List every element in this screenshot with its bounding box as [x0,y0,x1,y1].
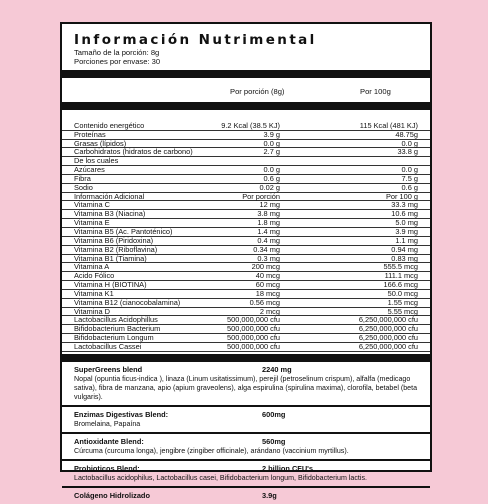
per-serving-value: 500,000,000 cfu [226,333,280,343]
per-serving-value: 12 mg [259,200,280,210]
nutrient-name: Vitamina B6 (Piridoxina) [74,235,154,245]
col-per-100g: Por 100g [360,87,391,96]
col-per-serving: Por porción (8g) [230,87,285,96]
nutrient-name: Proteínas [74,129,106,139]
nutrient-name: Carbohidratos (hidratos de carbono) [74,147,193,157]
nutrient-name: Vitamina B5 (Ac. Pantoténico) [74,226,173,236]
nutrient-name: Contenido energético [74,120,145,130]
per-serving-value: 18 mcg [255,288,280,298]
per-serving-value: 40 mcg [255,271,280,281]
per-serving-value: 200 mcg [251,262,280,272]
nutrient-table [62,110,430,352]
blend-amount: 560mg [262,436,286,446]
blend-description: Nopal (opuntia ficus-indica ), linaza (Linum usitatissimum), perejil (petroselinum crispum), alfalfa (medicago sativa), fibra de manzana, apio (apium graveolens), alga espirulina (spirulina maxima), clorofila, betabel (beta vulgaris). [74,374,418,401]
per-serving-value: 500,000,000 cfu [226,341,280,351]
per-100g-value: 3.9 mg [395,226,418,236]
per-100g-value: 115 Kcal (481 KJ) [359,120,418,130]
nutrient-row [62,255,430,264]
per-serving-value: 500,000,000 cfu [226,315,280,325]
nutrient-name: Vitamina K1 [74,288,114,298]
blend-section [62,407,430,432]
per-100g-value: 33.3 mg [391,200,418,210]
nutrient-name: Vitamina B2 (Riboflavina) [74,244,158,254]
per-100g-value: 0.0 g [401,138,418,148]
nutrient-name: Bifidobacterium Bacterium [74,324,161,334]
per-100g-value: 166.6 mcg [383,280,418,290]
nutrient-name: Acido Fólico [74,271,115,281]
nutrient-row [62,281,430,290]
per-100g-value: 1.55 mcg [387,297,418,307]
blend-description: Bromelaina, Papaína [74,419,141,428]
per-serving-value: 3.8 mg [257,209,280,219]
per-serving-value: 0.3 mg [257,253,280,263]
nutrient-row [62,343,430,352]
nutrient-name: Vitamina B3 (Niacina) [74,209,146,219]
per-100g-value: 50.0 mcg [387,288,418,298]
nutrient-name: Vitamina E [74,218,110,228]
blend-section [62,434,430,459]
per-100g-value: 0.94 mg [391,244,418,254]
blend-header [74,464,418,474]
per-100g-value: 6,250,000,000 cfu [358,333,418,343]
nutrient-name: Lactobacillus Cassei [74,341,142,351]
per-100g-value: 48.75g [395,129,418,139]
per-100g-value: 33.8 g [397,147,418,157]
nutrient-name: Grasas (lípidos) [74,138,127,148]
per-100g-value: 10.6 mg [391,209,418,219]
per-serving-value: 2.7 g [263,147,280,157]
nutrition-label [60,22,432,500]
blend-header [74,491,418,501]
per-100g-value: 6,250,000,000 cfu [358,324,418,334]
nutrient-row [62,193,430,202]
per-100g-value: 0.83 mg [391,253,418,263]
per-100g-value: 111.1 mcg [384,271,418,281]
per-serving-value: 3.9 g [263,129,280,139]
per-100g-value: 7.5 g [401,173,418,183]
per-serving-value: 0.4 mg [257,235,280,245]
per-100g-value: 1.1 mg [395,235,418,245]
per-100g-value: 6,250,000,000 cfu [358,315,418,325]
nutrient-name: Vitamina A [74,262,110,272]
per-serving-value: 0.02 g [259,182,280,192]
blend-header [74,437,418,447]
nutrient-row [62,166,430,175]
blend-name: Colágeno Hidrolizado [74,490,150,500]
blend-amount: 2240 mg [262,364,292,374]
blend-description: Lactobacillus acidophilus, Lactobacillus casei, Bifidobacterium longum, Bifidobacterium lactis. [74,473,367,482]
blend-header [74,365,418,375]
nutrient-name: Azúcares [74,165,105,175]
per-100g-value: 0.6 g [401,182,418,192]
nutrient-name: Lactobacillus Acidophillus [74,315,158,325]
nutrient-name: Sodio [74,182,93,192]
divider-thick [62,354,430,362]
serving-size: Tamaño de la porción: 8g [74,48,160,57]
blends-section [62,362,430,504]
blend-name: Probioticos Blend: [74,463,140,473]
per-serving-value: Por porción [242,191,280,201]
nutrient-name: Fibra [74,173,91,183]
nutrient-name: Bifidobacterium Longum [74,333,154,343]
column-header [62,78,430,102]
per-100g-value: 5.55 mcg [387,306,418,316]
divider-thick [62,70,430,78]
per-100g-value: 555.5 mcg [383,262,418,272]
per-serving-value: 0.56 mcg [249,297,280,307]
blend-section [62,461,430,486]
blend-name: Enzimas Digestivas Blend: [74,409,169,419]
nutrient-row [62,175,430,184]
per-serving-value: 500,000,000 cfu [226,324,280,334]
nutrient-row [62,263,430,272]
servings-per-container: Porciones por envase: 30 [74,57,161,66]
per-serving-value: 2 mcg [259,306,280,316]
per-100g-value: 5.0 mg [395,218,418,228]
blend-name: SuperGreens blend [74,364,143,374]
nutrient-row [62,210,430,219]
blend-header [74,410,418,420]
per-serving-value: 1.8 mg [257,218,280,228]
nutrient-name: Información Adicional [74,191,145,201]
blend-amount: 2 billion CFU's [262,463,314,473]
per-100g-value: 0.0 g [401,165,418,175]
per-serving-value: 1.4 mg [257,226,280,236]
per-serving-value: 9.2 Kcal (38.5 KJ) [221,120,280,130]
nutrient-name: De los cuales [74,156,119,166]
blend-name: Antioxidante Blend: [74,436,144,446]
nutrient-row [62,299,430,308]
per-serving-value: 0.0 g [263,165,280,175]
per-serving-value: 0.0 g [263,138,280,148]
blend-description: Cúrcuma (curcuma longa), jengibre (zingiber officinale), arándano (vaccinium myrtillus). [74,446,349,455]
per-serving-value: 0.34 mg [253,244,280,254]
blend-amount: 600mg [262,409,286,419]
nutrient-name: Vitamina C [74,200,111,210]
per-100g-value: 6,250,000,000 cfu [358,341,418,351]
label-title: Información Nutrimental [74,32,317,48]
nutrient-row [62,122,430,131]
blend-section [62,362,430,405]
nutrient-name: Vitamina H (BIOTINA) [74,280,147,290]
per-100g-value: Por 100 g [385,191,418,201]
nutrient-name: Vitamina D [74,306,111,316]
blend-section [62,488,430,504]
divider-thick [62,102,430,110]
nutrient-name: Vitamina B1 (Tiamina) [74,253,147,263]
per-serving-value: 0.6 g [263,173,280,183]
per-serving-value: 60 mcg [255,280,280,290]
nutrient-name: Vitamina B12 (cianocobalamina) [74,297,181,307]
nutrient-row [62,157,430,166]
blend-amount: 3.9g [262,490,277,500]
